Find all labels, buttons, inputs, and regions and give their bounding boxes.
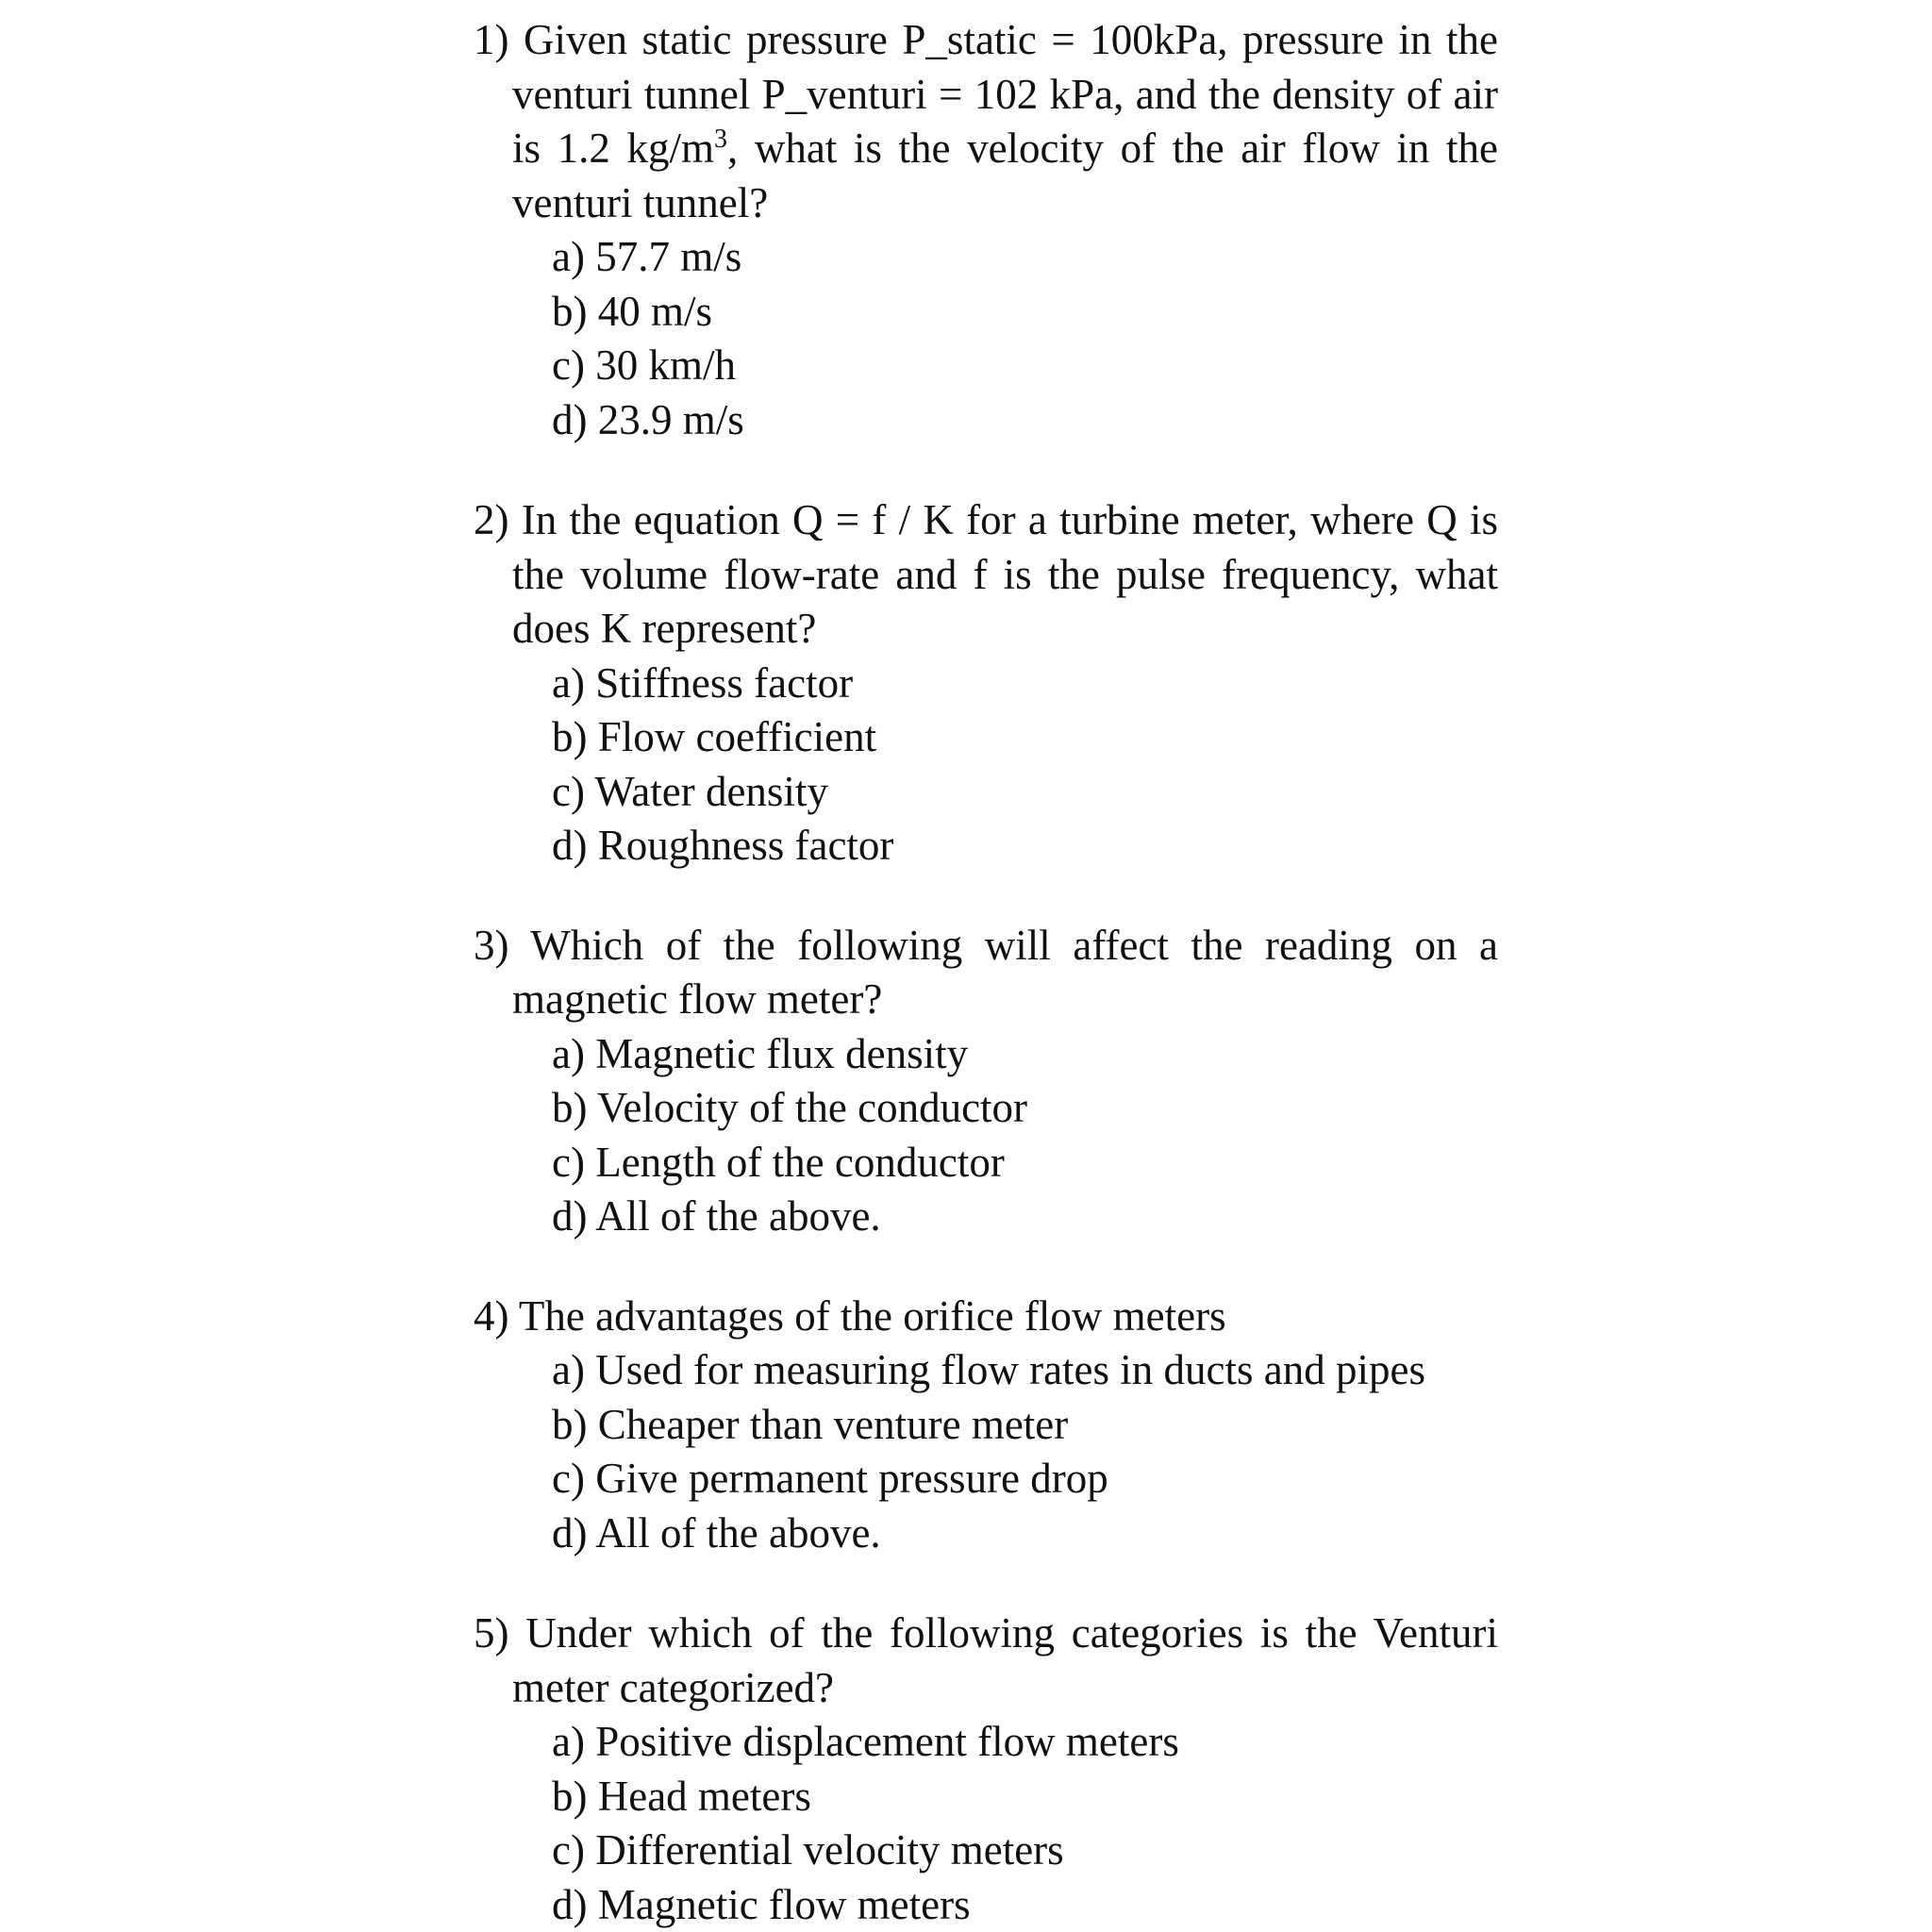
question-4-option-b: b) Cheaper than venture meter xyxy=(552,1400,1069,1448)
question-1-stem-main: 1) Given static pressure P_static = 100kPa, pressure in the venturi tunnel P_venturi = 102 kPa, and the density of air is 1.2 kg/m xyxy=(474,16,1498,172)
question-2-option-c: c) Water density xyxy=(552,767,828,815)
question-2-option-a: a) Stiffness factor xyxy=(552,658,854,707)
question-1-options xyxy=(474,230,1498,447)
question-4-option-c: c) Give permanent pressure drop xyxy=(552,1455,1108,1502)
question-5-option-c: c) Differential velocity meters xyxy=(552,1826,1064,1874)
question-3-stem: 3) Which of the following will affect the reading on a magnetic flow meter? xyxy=(474,921,1498,1023)
question-5-option-d: d) Magnetic flow meters xyxy=(552,1880,971,1928)
question-3 xyxy=(474,919,1498,1244)
question-4-stem: 4) The advantages of the orifice flow meters xyxy=(474,1291,1226,1340)
question-1-stem-superscript: 3 xyxy=(713,125,727,154)
question-2-option-b: b) Flow coefficient xyxy=(552,713,877,760)
question-2-stem: 2) In the equation Q = f / K for a turbine meter, where Q is the volume flow-rate and f is the pulse frequency, what does K represent? xyxy=(474,496,1498,652)
question-2-options xyxy=(474,657,1498,874)
question-3-option-a: a) Magnetic flux density xyxy=(552,1029,969,1077)
question-5-options xyxy=(474,1715,1498,1932)
question-4-option-d: d) All of the above. xyxy=(552,1508,881,1557)
question-2 xyxy=(474,493,1498,874)
question-5-option-b: b) Head meters xyxy=(552,1772,811,1820)
question-5 xyxy=(474,1607,1498,1932)
question-1-stem-tail: , what is the velocity of the air flow in the venturi tunnel? xyxy=(512,125,1498,226)
question-2-option-d: d) Roughness factor xyxy=(552,822,894,869)
question-1-option-b: b) 40 m/s xyxy=(552,287,713,335)
question-3-options xyxy=(474,1027,1498,1244)
document-page xyxy=(474,13,1498,1932)
question-5-stem: 5) Under which of the following categories is the Venturi meter categorized? xyxy=(474,1609,1498,1711)
question-1-stem xyxy=(474,13,1498,230)
question-1-option-a: a) 57.7 m/s xyxy=(552,233,742,280)
question-3-option-b: b) Velocity of the conductor xyxy=(552,1084,1028,1131)
question-4-option-a: a) Used for measuring flow rates in ducts and pipes xyxy=(552,1346,1425,1393)
question-1-option-c: c) 30 km/h xyxy=(552,341,736,389)
question-4 xyxy=(474,1290,1498,1561)
question-3-option-d: d) All of the above. xyxy=(552,1192,881,1240)
question-1 xyxy=(474,13,1498,447)
question-1-option-d: d) 23.9 m/s xyxy=(552,395,744,443)
question-5-option-a: a) Positive displacement flow meters xyxy=(552,1718,1179,1765)
question-4-options xyxy=(474,1343,1498,1560)
question-3-option-c: c) Length of the conductor xyxy=(552,1138,1005,1186)
